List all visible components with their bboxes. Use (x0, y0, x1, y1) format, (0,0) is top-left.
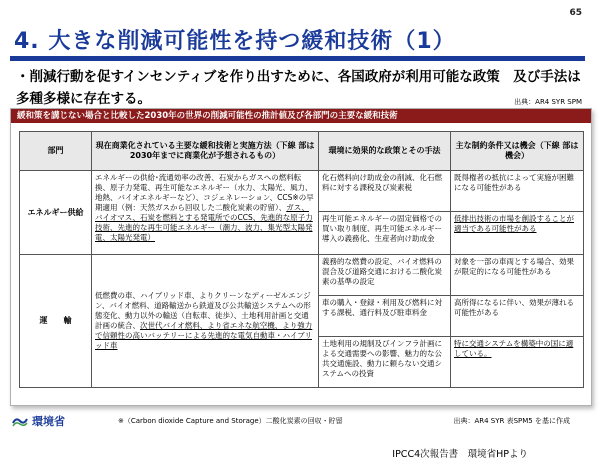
energy-constraint-2: 低排出技術の市場を創設することが適当である可能性がある (451, 212, 584, 255)
col-header-constraint: 主な制約条件又は機会（下線 部は機会） (451, 132, 584, 171)
table-row (20, 171, 584, 212)
transport-policy-2: 車の購入・登録・利用及び燃料に対する課税、通行料及び駐車料金 (319, 296, 451, 337)
energy-tech-cell (92, 171, 319, 255)
transport-policy-1: 義務的な燃費の設定、バイオ燃料の混合及び道路交通における二酸化炭素の基準の設定 (319, 255, 451, 296)
energy-tech-plain: エネルギーの供給･流通効率の改善、石炭からガスへの燃料転換、原子力発電、再生可能なエネルギー（水力、太陽光、風力、地熱、バイオエネルギーなど）、コジェネレーション、CCS※の早期適用（例：天然ガスから回収した二酸化炭素の貯留）、 (95, 173, 314, 212)
title-underline-bar (10, 56, 585, 61)
energy-policy-1: 化石燃料向け助成金の削減、化石燃料に対する課税及び炭素税 (319, 171, 451, 212)
table-frame (10, 108, 592, 406)
col-header-policy: 環境に効果的な政策とその手法 (319, 132, 451, 171)
transport-constraint-2: 高所得になるに伴い、効果が薄れる可能性がある (451, 296, 584, 337)
transport-tech-plain: 低燃費の車、ハイブリッド車、よりクリーンなディーゼルエンジン、バイオ燃料、道路輸送から鉄道及び公共輸送システムへの形態変化、動力以外の輸送（自転車、徒歩）、土地利用計画と交通計画の統合、 (95, 291, 311, 330)
mitigation-table (19, 131, 584, 388)
transport-tech-cell (92, 255, 319, 388)
transport-tech-underlined: 次世代バイオ燃料、より省エネな航空機、より強力で信頼性の高いバッテリーによる先進的な電気自動車・ハイブリッド車 (95, 321, 313, 350)
table-header-row (20, 132, 584, 171)
energy-policy-2: 再生可能エネルギーの固定価格での買い取り制度、再生可能エネルギー導入の義務化、生産者向け助成金 (319, 212, 451, 255)
transport-policy-3: 土地利用の規制及びインフラ計画による交通需要への影響、魅力的な公共交通施設、動力に頼らない交通システムへの投資 (319, 337, 451, 388)
ministry-mark-icon (12, 415, 28, 427)
transport-constraint-3: 特に交通システムを構築中の国に適している。 (451, 337, 584, 388)
table-row (20, 255, 584, 296)
caption: IPCC4次報告書 環境省HPより (392, 449, 528, 460)
sector-energy: エネルギー供給 (20, 171, 92, 255)
slide-title: 4. 大きな削減可能性を持つ緩和技術（1） (14, 29, 456, 54)
ministry-logo (12, 413, 65, 429)
logo-text: 環境省 (32, 415, 65, 428)
page-number: 65 (569, 8, 582, 18)
bullet-text: ・削減行動を促すインセンティブを作り出すために、各国政府が利用可能な政策 及び手法は多種多様に存在する。 (16, 69, 581, 107)
source-bottom: 出典：AR4 SYR 表SPM5 を基に作成 (453, 417, 570, 425)
col-header-tech: 現在商業化されている主要な緩和技術と実施方法（下線 部は2030年までに商業化が予想されるもの） (92, 132, 319, 171)
transport-constraint-1: 対象を一部の車両とする場合、効果が限定的になる可能性がある (451, 255, 584, 296)
energy-tech-underlined: ガス、バイオマス、石炭を燃料とする発電所でのCCS、先進的な原子力技術、先進的な再生可能エネルギー（潮力、波力、集光型太陽発電、太陽光発電） (95, 203, 313, 242)
sector-transport: 運 輸 (20, 255, 92, 388)
energy-constraint-1: 既得権者の抵抗によって実施が困難になる可能性がある (451, 171, 584, 212)
footnote: ※（Carbon dioxide Capture and Storage）二酸化炭素の回収・貯留 (118, 417, 343, 425)
col-header-sector: 部門 (20, 132, 92, 171)
source-top: 出典：AR4 SYR SPM (514, 98, 582, 106)
table-header: 緩和策を講じない場合と比較した2030年の世界の削減可能性の推計値及び各部門の主要な緩和技術 (11, 109, 591, 123)
